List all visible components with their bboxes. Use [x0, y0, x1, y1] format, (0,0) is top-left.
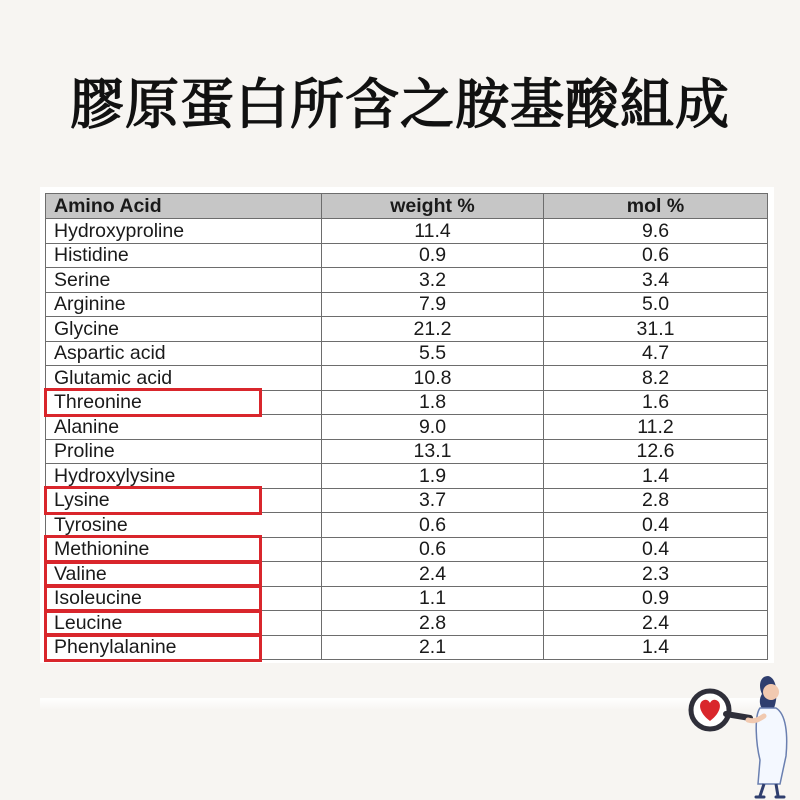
table-row [46, 341, 768, 366]
header-amino-acid: Amino Acid [46, 194, 322, 219]
mol-percent-cell: 5.0 [544, 292, 768, 317]
mol-percent-cell: 4.7 [544, 341, 768, 366]
weight-percent-cell: 0.6 [322, 513, 544, 538]
weight-percent-cell: 2.8 [322, 611, 544, 636]
weight-percent-cell: 7.9 [322, 292, 544, 317]
table-row [46, 390, 768, 415]
amino-acid-name-cell: Tyrosine [46, 513, 322, 538]
weight-percent-cell: 21.2 [322, 317, 544, 342]
mol-percent-cell: 0.4 [544, 513, 768, 538]
amino-acid-name-cell: Leucine [46, 611, 322, 636]
weight-percent-cell: 9.0 [322, 415, 544, 440]
table-row [46, 317, 768, 342]
weight-percent-cell: 1.1 [322, 586, 544, 611]
amino-acid-name-cell: Proline [46, 439, 322, 464]
amino-acid-name-cell: Methionine [46, 537, 322, 562]
amino-acid-name-cell: Aspartic acid [46, 341, 322, 366]
weight-percent-cell: 10.8 [322, 366, 544, 391]
table-row [46, 537, 768, 562]
mol-percent-cell: 9.6 [544, 219, 768, 244]
mol-percent-cell: 11.2 [544, 415, 768, 440]
mol-percent-cell: 1.6 [544, 390, 768, 415]
amino-acid-name-cell: Serine [46, 268, 322, 293]
mol-percent-cell: 2.8 [544, 488, 768, 513]
amino-acid-name-cell: Lysine [46, 488, 322, 513]
table-header-row [46, 194, 768, 219]
mol-percent-cell: 0.4 [544, 537, 768, 562]
mol-percent-cell: 12.6 [544, 439, 768, 464]
mol-percent-cell: 0.9 [544, 586, 768, 611]
amino-acid-name-cell: Glutamic acid [46, 366, 322, 391]
table-row [46, 513, 768, 538]
amino-acid-name-cell: Hydroxyproline [46, 219, 322, 244]
mol-percent-cell: 3.4 [544, 268, 768, 293]
table-bottom-fade [40, 698, 774, 710]
mol-percent-cell: 2.4 [544, 611, 768, 636]
mol-percent-cell: 0.6 [544, 243, 768, 268]
amino-acid-name-cell: Isoleucine [46, 586, 322, 611]
table-row [46, 243, 768, 268]
weight-percent-cell: 1.8 [322, 390, 544, 415]
weight-percent-cell: 2.4 [322, 562, 544, 587]
header-mol-percent: mol % [544, 194, 768, 219]
table-row [46, 366, 768, 391]
amino-acid-name-cell: Histidine [46, 243, 322, 268]
amino-acid-name-cell: Glycine [46, 317, 322, 342]
doctor-with-magnifier-icon [676, 664, 800, 800]
amino-acid-table [45, 193, 768, 660]
amino-acid-table-container [40, 187, 774, 663]
mol-percent-cell: 1.4 [544, 464, 768, 489]
weight-percent-cell: 1.9 [322, 464, 544, 489]
weight-percent-cell: 13.1 [322, 439, 544, 464]
table-row [46, 488, 768, 513]
weight-percent-cell: 11.4 [322, 219, 544, 244]
table-row [46, 268, 768, 293]
weight-percent-cell: 0.9 [322, 243, 544, 268]
amino-acid-name-cell: Hydroxylysine [46, 464, 322, 489]
amino-acid-name-cell: Phenylalanine [46, 635, 322, 660]
table-row [46, 464, 768, 489]
mol-percent-cell: 2.3 [544, 562, 768, 587]
page-title: 膠原蛋白所含之胺基酸組成 [70, 73, 730, 136]
amino-acid-name-cell: Valine [46, 562, 322, 587]
weight-percent-cell: 2.1 [322, 635, 544, 660]
table-row [46, 219, 768, 244]
table-row [46, 562, 768, 587]
table-row [46, 415, 768, 440]
table-row [46, 611, 768, 636]
weight-percent-cell: 3.2 [322, 268, 544, 293]
table-row [46, 586, 768, 611]
table-row [46, 635, 768, 660]
header-weight-percent: weight % [322, 194, 544, 219]
amino-acid-name-cell: Arginine [46, 292, 322, 317]
mol-percent-cell: 31.1 [544, 317, 768, 342]
amino-acid-name-cell: Alanine [46, 415, 322, 440]
mol-percent-cell: 8.2 [544, 366, 768, 391]
table-row [46, 292, 768, 317]
weight-percent-cell: 5.5 [322, 341, 544, 366]
table-row [46, 439, 768, 464]
weight-percent-cell: 3.7 [322, 488, 544, 513]
amino-acid-name-cell: Threonine [46, 390, 322, 415]
mol-percent-cell: 1.4 [544, 635, 768, 660]
weight-percent-cell: 0.6 [322, 537, 544, 562]
